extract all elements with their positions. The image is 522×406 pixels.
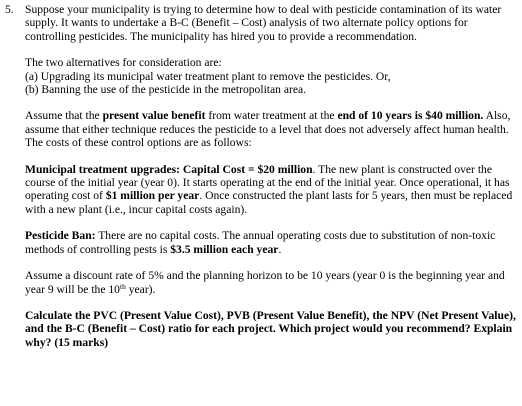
intro-paragraph: Suppose your municipality is trying to determine how to deal with pesticide contamination of its water supply. It wants to undertake a B-C (Benefit – Cost) analysis of two alternate policy options for controlling pesticides. The municipality has hired you to provide a recommendation. (25, 3, 502, 43)
assume-bold-2: end of 10 years is $40 million. (337, 109, 484, 123)
spacer (25, 296, 517, 309)
spacer (25, 216, 517, 229)
treatment-lead: Municipal treatment upgrades: Capital Cost = $20 million (25, 162, 313, 176)
assume-text-3: Also, assume that either technique reduces the pesticide to a level that does not adversely affect human health. The costs of these control options are as follows: (25, 109, 511, 150)
assumption-paragraph (25, 109, 517, 149)
ban-bold: $3.5 million each year (170, 242, 279, 256)
discount-paragraph (25, 269, 517, 296)
spacer (25, 96, 517, 109)
spacer (25, 43, 517, 56)
task-paragraph (25, 309, 517, 349)
spacer (25, 256, 517, 269)
spacer (25, 150, 517, 163)
ban-paragraph (25, 229, 517, 256)
ban-lead: Pesticide Ban: (25, 229, 96, 243)
discount-superscript: th (119, 281, 126, 291)
treatment-text-2: . Once constructed the plant lasts for 5 years, then must be replaced with a new plant (i.e., incur capital costs again). (25, 189, 513, 216)
alternative-a: (a) Upgrading its municipal water treatment plant to remove the pesticides. Or, (25, 69, 391, 83)
assume-bold-1: present value benefit (102, 109, 206, 123)
treatment-text-1: . The new plant is constructed over the course of the initial year (year 0). It starts operating at the end of the initial year. Once operational, it has operating cost of (25, 162, 510, 203)
alternatives-heading: The two alternatives for consideration are: (25, 56, 222, 70)
treatment-paragraph (25, 163, 517, 217)
treatment-bold: $1 million per year (105, 189, 200, 203)
ban-text-2: . (278, 242, 282, 256)
discount-text-1: Assume a discount rate of 5% and the planning horizon to be 10 years (year 0 is the beginning year and year 9 will be the 10 (25, 269, 505, 296)
task-text: Calculate the PVC (Present Value Cost), PVB (Present Value Benefit), the NPV (Net Present Value), and the B-C (Benefit – Cost) ratio for each project. Which project would you recommend? Explain why? (15 marks) (25, 308, 516, 349)
ban-text-1: There are no capital costs. The annual operating costs due to substitution of non-toxic methods of controlling pests is (25, 229, 496, 256)
assume-text-2: from water treatment at the (205, 109, 338, 123)
question-body (25, 3, 517, 349)
assume-text-1: Assume that the (25, 109, 103, 123)
question-number: 5. (5, 3, 14, 16)
discount-text-2: year). (125, 282, 156, 296)
alternative-b: (b) Banning the use of the pesticide in the metropolitan area. (25, 83, 307, 97)
